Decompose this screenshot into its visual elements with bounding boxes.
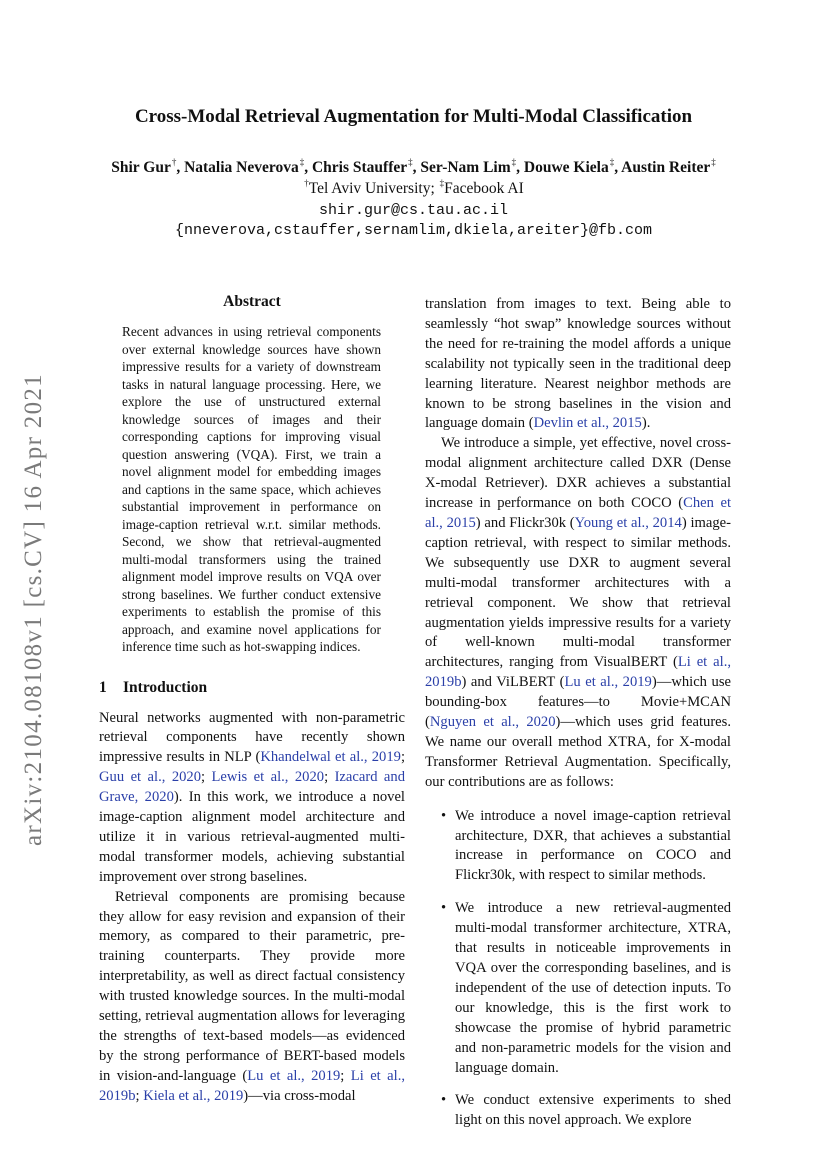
left-column bbox=[99, 293, 405, 1107]
paragraph-text: Neural networks augmented with non-parametric retrieval components have recently shown impressive results in NLP ( bbox=[99, 709, 405, 766]
citation-link[interactable]: Devlin et al., 2015 bbox=[533, 415, 642, 432]
citation-link[interactable]: Nguyen et al., 2020 bbox=[429, 714, 556, 731]
list-item-text: We introduce a new retrieval-augmented multi-modal transformer architecture, XTRA, that results in noticeable improvements in VQA over the corresponding baselines, and is independent of the use of detection inputs. To our knowledge, this is the first work to showcase the promise of hybrid parametric and non-parametric models for the vision and language domain. bbox=[455, 900, 731, 1076]
abstract-heading: Abstract bbox=[223, 293, 281, 310]
paragraph-text: ; bbox=[400, 749, 405, 766]
citation-link[interactable]: Chen et al., 2015 bbox=[425, 495, 731, 531]
paragraph-text: )—which uses grid features. We name our overall method XTRA, for X-modal Transformer Retrieval Augmentation. Specifically, our contributions are as follows: bbox=[425, 714, 731, 790]
citation-link[interactable]: Guu et al., 2020 bbox=[99, 769, 202, 786]
paragraph-text: ). bbox=[641, 415, 651, 432]
bullet-icon: • bbox=[441, 1092, 447, 1109]
paragraph-text: ; bbox=[340, 1067, 351, 1084]
list-item bbox=[425, 899, 731, 1078]
section-title: Introduction bbox=[123, 678, 208, 696]
list-item bbox=[425, 1091, 731, 1131]
citation-link[interactable]: Kiela et al., 2019 bbox=[143, 1087, 244, 1104]
author-affiliation-mark: ‡ bbox=[511, 157, 517, 167]
contribution-list bbox=[425, 807, 731, 1132]
email-group: {nneverova,cstauffer,sernamlim,dkiela,areiter}@fb.com bbox=[174, 222, 653, 239]
paragraph-text: We introduce a simple, yet effective, novel cross-modal alignment architecture called DXR (Dense X-modal Retriever). DXR achieves a substantial increase in performance on both COCO ( bbox=[425, 435, 731, 512]
email-primary: shir.gur@cs.tau.ac.il bbox=[318, 202, 509, 219]
paragraph-text: )—via cross-modal bbox=[243, 1087, 356, 1104]
author-affiliation-mark: ‡ bbox=[711, 157, 716, 167]
paragraph-text: Retrieval components are promising because they allow for easy revision and expansion of their memory, as compared to their parametric, pre-training counterparts. They provide more interpretability, as well as direct factual consistency with trusted knowledge sources. In the multi-modal setting, retrieval augmentation allows for leveraging the strengths of text-based models—as evidenced by the strong performance of BERT-based models in vision-and-language ( bbox=[99, 888, 405, 1084]
affiliations bbox=[60, 180, 767, 198]
paragraph-text: )—which use bounding-box features—to Movie+MCAN ( bbox=[425, 674, 731, 731]
right-column bbox=[425, 295, 731, 1144]
paragraph-text: translation from images to text. Being able to seamlessly “hot swap” knowledge sources without the need for re-training the model affords a unique scalability not typically seen in the traditional deep learning literature. Nearest neighbor methods are known to be strong baselines in the vision and language domain ( bbox=[425, 296, 731, 432]
intro-paragraph-1 bbox=[99, 709, 405, 888]
author-affiliation-mark: ‡ bbox=[408, 157, 413, 167]
arxiv-identifier-stamp: arXiv:2104.08108v1 [cs.CV] 16 Apr 2021 bbox=[20, 373, 47, 847]
author-affiliation-mark: ‡ bbox=[609, 157, 615, 167]
citation-link[interactable]: Izacard and Grave, 2020 bbox=[99, 769, 405, 806]
citation-link[interactable]: Young et al., 2014 bbox=[574, 514, 682, 531]
author-affiliation-mark: † bbox=[171, 157, 177, 167]
section-heading-introduction bbox=[99, 679, 405, 697]
affiliation-name: Facebook AI bbox=[444, 180, 524, 197]
abstract-body: Recent advances in using retrieval components over external knowledge sources have shown impressive results for a variety of downstream tasks in natural language processing. Here, we explore the use of unstructured external knowledge sources of images and their corresponding captions for improving visual question answering (VQA). First, we train a novel alignment model for embedding images and captions in the same space, which achieves substantial improvement in performance on image-caption retrieval w.r.t. similar methods. Second, we show that retrieval-augmented multi-modal transformers using the trained alignment model improve results on VQA over strong baselines. We further conduct extensive experiments to establish the promise of this approach, and examine novel applications for inference time such as hot-swapping indices. bbox=[122, 324, 381, 654]
author-name: Ser-Nam Lim bbox=[420, 159, 511, 176]
intro-paragraph-3 bbox=[425, 295, 731, 434]
citation-link[interactable]: Khandelwal et al., 2019 bbox=[260, 749, 401, 766]
author-affiliation-mark: ‡ bbox=[299, 157, 305, 167]
citation-link[interactable]: Lu et al., 2019 bbox=[564, 674, 652, 691]
list-item bbox=[425, 807, 731, 887]
citation-link[interactable]: Lu et al., 2019 bbox=[247, 1067, 341, 1084]
affiliation-mark: † bbox=[304, 178, 309, 188]
list-item-text: We introduce a novel image-caption retrieval architecture, DXR, that achieves a substantial increase in performance on COCO and Flickr30k, with respect to similar methods. bbox=[455, 807, 731, 884]
list-item-text: We conduct extensive experiments to shed light on this novel approach. We explore bbox=[455, 1092, 731, 1129]
bullet-icon: • bbox=[441, 807, 447, 824]
paragraph-text: ). In this work, we introduce a novel image-caption alignment model architecture and utilize it in various retrieval-augmented multi-modal transformer models, achieving substantial improvement over strong baselines. bbox=[99, 789, 405, 885]
affiliation-name: Tel Aviv University; bbox=[308, 180, 435, 197]
author-name: Austin Reiter bbox=[621, 159, 711, 176]
citation-link[interactable]: Lewis et al., 2020 bbox=[211, 769, 325, 786]
author-name: Douwe Kiela bbox=[523, 159, 609, 176]
author-name: Chris Stauffer bbox=[311, 159, 408, 176]
paper-title: Cross-Modal Retrieval Augmentation for Multi-Modal Classification bbox=[134, 106, 693, 127]
author-list: Shir Gur†, Natalia Neverova‡, Chris Stauffer‡, Ser-Nam Lim‡, Douwe Kiela‡, Austin Reiter‡ bbox=[111, 157, 716, 176]
bullet-icon: • bbox=[441, 900, 447, 917]
section-number: 1 bbox=[99, 678, 107, 696]
author-name: Natalia Neverova bbox=[184, 159, 299, 176]
paragraph-text: ) and Flickr30k ( bbox=[475, 514, 575, 531]
paragraph-text: ; bbox=[201, 769, 212, 786]
intro-paragraph-4 bbox=[425, 434, 731, 792]
citation-link[interactable]: Li et al., 2019b bbox=[99, 1067, 405, 1104]
paragraph-text: ; bbox=[324, 769, 335, 786]
citation-link[interactable]: Li et al., 2019b bbox=[425, 654, 731, 691]
paragraph-text: ) image-caption retrieval, with respect to similar methods. We subsequently use DXR to augment several multi-modal transformer architectures with a retrieval component. We show that retrieval augmentation yields impressive results for a variety of well-known multi-modal transformer architectures, ranging from VisualBERT ( bbox=[425, 514, 731, 671]
intro-paragraph-2 bbox=[99, 888, 405, 1107]
paragraph-text: ) and ViLBERT ( bbox=[461, 674, 565, 691]
paragraph-text: ; bbox=[135, 1087, 144, 1104]
author-name: Shir Gur bbox=[111, 159, 171, 176]
affiliation-mark: ‡ bbox=[439, 178, 445, 188]
